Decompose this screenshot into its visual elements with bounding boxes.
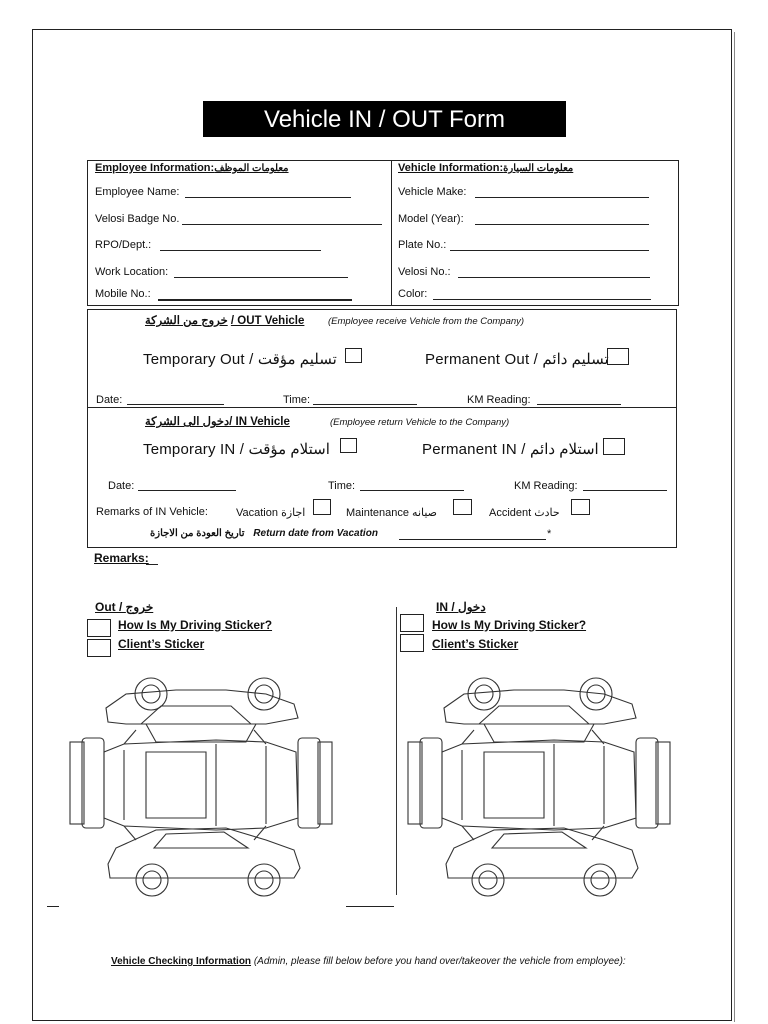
return-date-asterisk: * [547, 528, 552, 540]
in-driving-sticker-label: How Is My Driving Sticker? [432, 618, 587, 632]
vehicle-make-field[interactable] [475, 197, 649, 198]
remarks-label: Remarks: [94, 551, 149, 565]
velosi-no-label: Velosi No.: [398, 266, 451, 278]
in-time-label: Time: [328, 480, 356, 492]
out-car-diagram[interactable] [66, 672, 336, 904]
plate-no-field[interactable] [450, 250, 649, 251]
out-section-heading: خروج من الشركة / OUT Vehicle [145, 315, 305, 327]
page-shadow-line [734, 32, 735, 1022]
in-out-divider [87, 407, 677, 408]
vehicle-checking-info: Vehicle Checking Information (Admin, please fill below before you hand over/takeover the vehicle from employee): [111, 956, 626, 967]
in-driving-sticker-checkbox[interactable] [400, 614, 424, 632]
return-date-field[interactable] [399, 539, 546, 540]
out-time-label: Time: [283, 394, 311, 406]
out-client-sticker-label: Client’s Sticker [118, 637, 205, 651]
permanent-out-label: Permanent Out / تسليم دائم [425, 351, 609, 368]
remarks-field[interactable] [146, 564, 158, 565]
out-km-label: KM Reading: [467, 394, 531, 406]
car-side-view [108, 828, 300, 896]
permanent-out-checkbox[interactable] [607, 348, 629, 365]
panel-divider [396, 607, 397, 895]
in-km-field[interactable] [583, 490, 667, 491]
temporary-in-label: Temporary IN / استلام مؤقت [143, 441, 330, 458]
in-date-field[interactable] [138, 490, 236, 491]
in-client-sticker-label: Client’s Sticker [432, 637, 519, 651]
out-driving-sticker-checkbox[interactable] [87, 619, 111, 637]
in-signature-line[interactable] [346, 906, 394, 907]
car-plan-view [408, 730, 670, 840]
temporary-out-label: Temporary Out / تسليم مؤقت [143, 351, 337, 368]
temporary-in-checkbox[interactable] [340, 438, 357, 453]
out-km-field[interactable] [537, 404, 621, 405]
return-date-label: تاريخ العودة من الاجازة Return date from Vacation [150, 528, 378, 539]
employee-info-heading: Employee Information:معلومات الموظف [95, 162, 289, 174]
out-date-label: Date: [96, 394, 123, 406]
rpo-dept-label: RPO/Dept.: [95, 239, 152, 251]
in-time-field[interactable] [360, 490, 464, 491]
model-year-field[interactable] [475, 224, 649, 225]
out-panel-heading: Out / خروج [95, 600, 154, 614]
work-location-field[interactable] [174, 277, 348, 278]
out-client-sticker-checkbox[interactable] [87, 639, 111, 657]
employee-name-label: Employee Name: [95, 186, 180, 198]
in-date-label: Date: [108, 480, 135, 492]
car-side-view [446, 828, 638, 896]
in-section-heading: دخول الى الشركة/ IN Vehicle [145, 416, 290, 428]
accident-label: Accident حادث [489, 507, 560, 519]
out-time-field[interactable] [313, 404, 417, 405]
velosi-no-field[interactable] [458, 277, 650, 278]
out-date-field[interactable] [127, 404, 224, 405]
vacation-label: Vacation اجازة [236, 507, 306, 519]
car-top-side-view [444, 678, 636, 742]
mobile-no-label: Mobile No.: [95, 288, 151, 300]
color-field[interactable] [433, 299, 651, 300]
car-top-side-view [106, 678, 298, 742]
mobile-no-field[interactable] [158, 299, 352, 301]
remarks-in-label: Remarks of IN Vehicle: [96, 506, 208, 518]
maintenance-checkbox[interactable] [453, 499, 472, 515]
model-year-label: Model (Year): [398, 213, 464, 225]
employee-name-field[interactable] [185, 197, 351, 198]
maintenance-label: Maintenance صيانه [346, 507, 438, 519]
badge-no-field[interactable] [182, 224, 382, 225]
permanent-in-label: Permanent IN / استلام دائم [422, 441, 599, 458]
in-car-diagram[interactable] [404, 672, 674, 904]
car-plan-view [70, 730, 332, 840]
in-client-sticker-checkbox[interactable] [400, 634, 424, 652]
in-panel-heading: IN / دخول [436, 600, 486, 614]
permanent-in-checkbox[interactable] [603, 438, 625, 455]
vehicle-make-label: Vehicle Make: [398, 186, 467, 198]
out-section-note: (Employee receive Vehicle from the Company) [328, 316, 525, 327]
work-location-label: Work Location: [95, 266, 169, 278]
accident-checkbox[interactable] [571, 499, 590, 515]
out-driving-sticker-label: How Is My Driving Sticker? [118, 618, 273, 632]
info-table [87, 160, 679, 306]
rpo-dept-field[interactable] [160, 250, 321, 251]
vacation-checkbox[interactable] [313, 499, 331, 515]
plate-no-label: Plate No.: [398, 239, 447, 251]
badge-no-label: Velosi Badge No. [95, 213, 180, 225]
form-title: Vehicle IN / OUT Form [203, 101, 566, 137]
in-section-note: (Employee return Vehicle to the Company) [330, 417, 510, 428]
temporary-out-checkbox[interactable] [345, 348, 362, 363]
vehicle-info-heading: Vehicle Information:معلومات السيارة [398, 162, 574, 174]
info-table-divider [391, 160, 392, 306]
in-km-label: KM Reading: [514, 480, 578, 492]
color-label: Color: [398, 288, 428, 300]
out-signature-line[interactable] [47, 906, 59, 907]
